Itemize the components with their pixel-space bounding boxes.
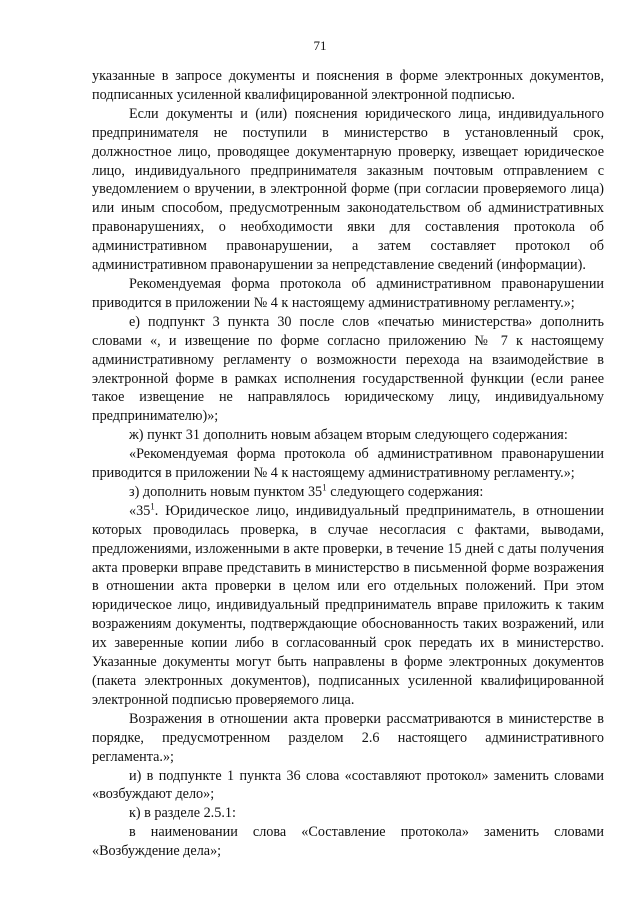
paragraph-7: [92, 483, 604, 502]
paragraph-5: ж) пункт 31 дополнить новым абзацем вторым следующего содержания:: [129, 427, 568, 444]
paragraph-7-pre: з) дополнить новым пунктом 35: [129, 483, 323, 500]
paragraph-2: Если документы и (или) пояснения юридического лица, индивидуального предпринимателя не поступили в министерство в установленный срок, должностное лицо, проводящее документарную проверку, извещает юридическое лицо, индивидуального предпринимателя заказным почтовым отправлением с уведомлением о вручении, в электронной форме (при согласии проверяемого лица) или иным способом, предусмотренным законодательством об административных правонарушениях, о необходимости явки для составления протокола об административном правонарушении, а затем составляет протокол об административном правонарушении за непредставление сведений (информации).: [92, 105, 604, 274]
paragraph-11: к) в разделе 2.5.1:: [129, 805, 236, 822]
paragraph-7-post: следующего содержания:: [326, 483, 484, 500]
paragraph-12: в наименовании слова «Составление протокола» заменить словами «Возбуждение дела»;: [92, 824, 604, 860]
paragraph-6: «Рекомендуемая форма протокола об административном правонарушении приводится в приложении № 4 к настоящему административному регламенту.»;: [92, 446, 604, 482]
paragraph-9: Возражения в отношении акта проверки рассматриваются в министерстве в порядке, предусмотренном разделом 2.6 настоящего административного регламента.»;: [92, 710, 604, 765]
paragraph-8-pre: «35: [129, 502, 151, 519]
paragraph-10: и) в подпункте 1 пункта 36 слова «составляют протокол» заменить словами «возбуждают дело»;: [92, 767, 604, 803]
paragraph-4: е) подпункт 3 пункта 30 после слов «печатью министерства» дополнить словами «, и извещение по форме согласно приложению № 7 к настоящему административному регламенту о возможности перехода на взаимодействие в электронной форме в рамках исполнения государственной функции (если ранее такое извещение не направлялось юридическому лицу, индивидуальному предпринимателю)»;: [92, 313, 604, 425]
paragraph-3: Рекомендуемая форма протокола об административном правонарушении приводится в приложении № 4 к настоящему административному регламенту.»;: [92, 275, 604, 311]
document-body: [92, 67, 604, 861]
paragraph-8-post: . Юридическое лицо, индивидуальный предприниматель, в отношении которых проводилась проверка, в случае несогласия с фактами, выводами, предложениями, изложенными в акте проверки, в течение 15 дней с даты получения акта проверки вправе представить в министерство в письменной форме возражения в отношении акта проверки в целом или его отдельных положений. При этом юридическое лицо, индивидуальный предприниматель вправе приложить к таким возражениям документы, подтверждающие обоснованность таких возражений, или их заверенные копии либо в согласованный срок передать их в министерство. Указанные документы могут быть направлены в форме электронных документов (пакета электронных документов), подписанных усиленной квалифицированной электронной подписью проверяемого лица.: [92, 502, 604, 708]
paragraph-1: указанные в запросе документы и пояснения в форме электронных документов, подписанных усиленной квалифицированной электронной подписью.: [92, 68, 604, 103]
paragraph-8: [92, 502, 604, 710]
paragraph-7-sup: 1: [322, 482, 327, 493]
paragraph-8-sup: 1: [150, 501, 155, 512]
page-number: 71: [313, 38, 327, 53]
